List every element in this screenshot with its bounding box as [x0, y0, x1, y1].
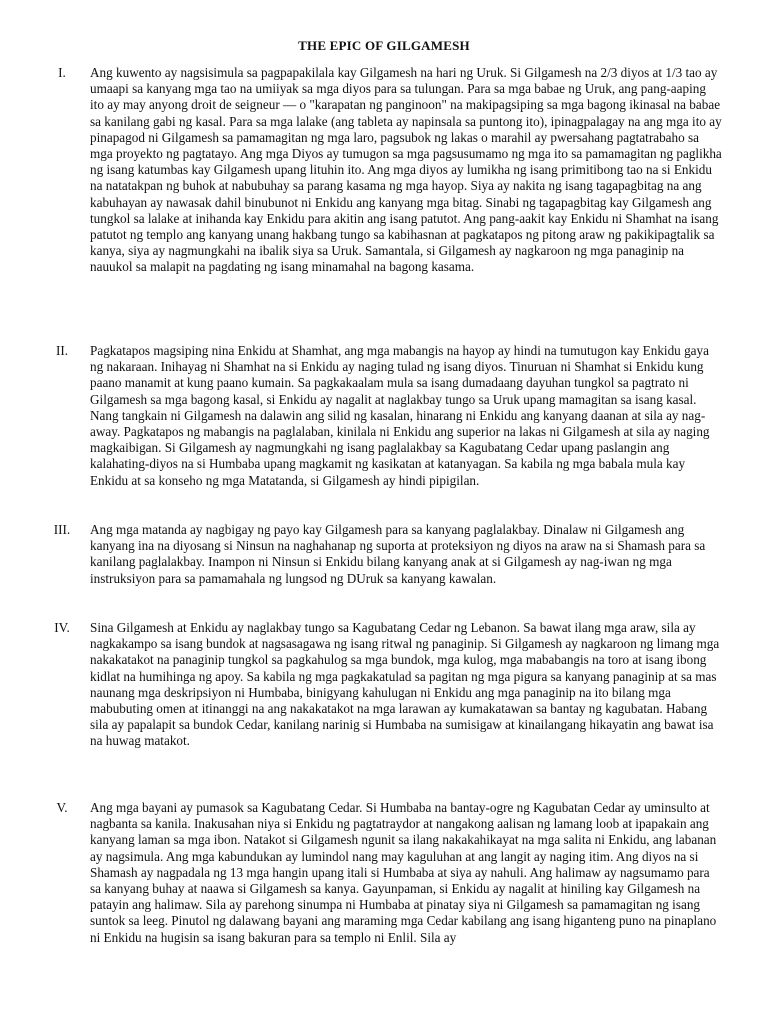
document-title: THE EPIC OF GILGAMESH: [298, 38, 470, 53]
section-text: Sina Gilgamesh at Enkidu ay naglakbay tungo sa Kagubatang Cedar ng Lebanon. Sa bawat ilang mga araw, sila ay nagkakampo sa isang bundok at nagsasagawa ng isang ritwal ng panaginip. Si Gilgamesh ay nagkaroon ng limang mga nakakatakot na panaginip tungkol sa pagkahulog sa mga bundok, mga kulog, mga mababangis na toro at isang ibong kidlat na humihinga ng apoy. Sa kabila ng mga pagkakatulad sa pagitan ng mga pigura sa kanyang panaginip at sa mas naunang mga deskripsiyon ni Humbaba, binigyang kahulugan ni Enkidu ang mga panaginip na ito bilang mga mabubuting omen at itinanggi na ang nakakatakot na mga larawan ay kumakatawan sa bantay ng kagubatan. Habang sila ay papalapit sa bundok Cedar, kanilang narinig si Humbaba na sumisigaw at kinailangang hikayatin ang bawat isa na huwag matakot.: [90, 620, 720, 749]
section-numeral: III.: [53, 522, 71, 537]
section-numeral: V.: [56, 800, 68, 815]
section-text: Ang mga bayani ay pumasok sa Kagubatang Cedar. Si Humbaba na bantay-ogre ng Kagubatan Cedar ay uminsulto at nagbanta sa kanila. Inakusahan niya si Enkidu ng pagtatraydor at nangakong aalisan ng lamang loob at ipapakain ang kanyang laman sa mga ibon. Natakot si Gilgamesh ngunit sa ilang nakakahikayat na mga salita ni Enkidu, ang labanan ay nagsimula. Ang mga kabundukan ay lumindol nang may kaguluhan at ang langit ay naging itim. Ang diyos na si Shamash ay nagpadala ng 13 mga hangin upang itali si Humbaba at siya ay nahuli. Ang halimaw ay nagsumamo para sa kanyang buhay at naawa si Gilgamesh sa kanya. Gayunpaman, si Enkidu ay nagalit at hiniling kay Gilgamesh na patayin ang halimaw. Sila ay parehong sinumpa ni Humbaba at pinatay siya ni Gilgamesh sa pamamagitan ng isang suntok sa leeg. Pinutol ng dalawang bayani ang maraming mga Cedar kabilang ang isang higanteng puno na pinaplano ni Enkidu na hugisin sa isang bakuran para sa templo ni Enlil. Sila ay: [90, 800, 717, 945]
section-numeral: IV.: [54, 620, 70, 635]
section-text: Ang kuwento ay nagsisimula sa pagpapakilala kay Gilgamesh na hari ng Uruk. Si Gilgamesh na 2/3 diyos at 1/3 tao ay umaapi sa kanyang mga tao na umiiyak sa mga diyos para sa tulungan. Para sa mga babae ng Uruk, ang pang-aaping ito ay may anyong droit de seigneur — o "karapatan ng panginoon" na makipagsiping sa mga bagong ikinasal na babae sa kanilang gabi ng kasal. Para sa mga lalake (ang tableta ay napinsala sa puntong ito), ipinagpalagay na ang mga ito ay pinapagod ni Gilgamesh sa pamamagitan ng mga laro, pagsubok ng lakas o marahil ay pwersahang pagtatrabaho sa mga proyekto ng pagtatayo. Ang mga Diyos ay tumugon sa mga pagsusumamo ng mga ito sa pamamagitan ng paglikha ng isang katumbas kay Gilgamesh upang lituhin ito. Ang mga diyos ay lumikha ng isang primitibong tao na si Enkidu na natatakpan ng buhok at nabubuhay sa parang kasama ng mga hayop. Siya ay nakita ng isang tagapagbitag na ang kabuhayan ay nawasak dahil binubunot ni Enkidu ang kanyang mga bitag. Sinabi ng tagapagbitag kay Gilgamesh ang tungkol sa lalake at inihanda kay Enkidu para akitin ang isang patutot. Ang pang-aakit kay Enkidu ni Shamhat na isang patutot ng templo ang kanyang unang hakbang tungo sa kabihasnan at pagkatapos ng pitong araw ng pakikipagtalik sa kanya, siya ay nagmungkahi na ibalik siya sa Uruk. Samantala, si Gilgamesh ay nagkaroon ng mga panaginip na nauukol sa malapit na pagdating ng isang minamahal na bagong kasama.: [90, 65, 722, 275]
section-numeral: I.: [58, 65, 66, 80]
section-text: Ang mga matanda ay nagbigay ng payo kay Gilgamesh para sa kanyang paglalakbay. Dinalaw ni Gilgamesh ang kanyang ina na diyosang si Ninsun na naghahanap ng suporta at proteksiyon ng diyos na araw na si Shamash para sa kanilang paglalakbay. Inampon ni Ninsun si Enkidu bilang kanyang anak at si Gilgamesh ay nag-iwan ng mga instruksiyon para sa pamamahala ng lungsod ng DUruk sa kanyang kawalan.: [90, 522, 706, 586]
section-text: Pagkatapos magsiping nina Enkidu at Shamhat, ang mga mabangis na hayop ay hindi na tumutugon kay Enkidu gaya ng nakaraan. Inihayag ni Shamhat na si Enkidu ay naging tulad ng isang diyos. Tinuruan ni Shamhat si Enkidu kung paano manamit at kung paano kumain. Sa pagkakaalam mula sa isang dumadaang dayuhan tungkol sa pagtrato ni Gilgamesh sa mga bagong kasal, si Enkidu ay nagalit at naglakbay tungo sa Uruk upang mamagitan sa isang kasal. Nang tangkain ni Gilgamesh na dalawin ang silid ng kasalan, hinarang ni Enkidu ang kanyang daanan at sila ay nag-away. Pagkatapos ng mabangis na paglalaban, kinilala ni Enkidu ang superior na lakas ni Gilgamesh at sila ay naging magkaibigan. Si Gilgamesh ay nagmungkahi ng isang paglalakbay sa Kagubatang Cedar upang paslangin ang kalahating-diyos na si Humbaba upang magkamit ng kasikatan at katanyagan. Sa kabila ng mga babala mula kay Enkidu at sa konseho ng mga Matatanda, si Gilgamesh ay hindi pipigilan.: [90, 343, 710, 488]
section-numeral: II.: [55, 343, 69, 358]
